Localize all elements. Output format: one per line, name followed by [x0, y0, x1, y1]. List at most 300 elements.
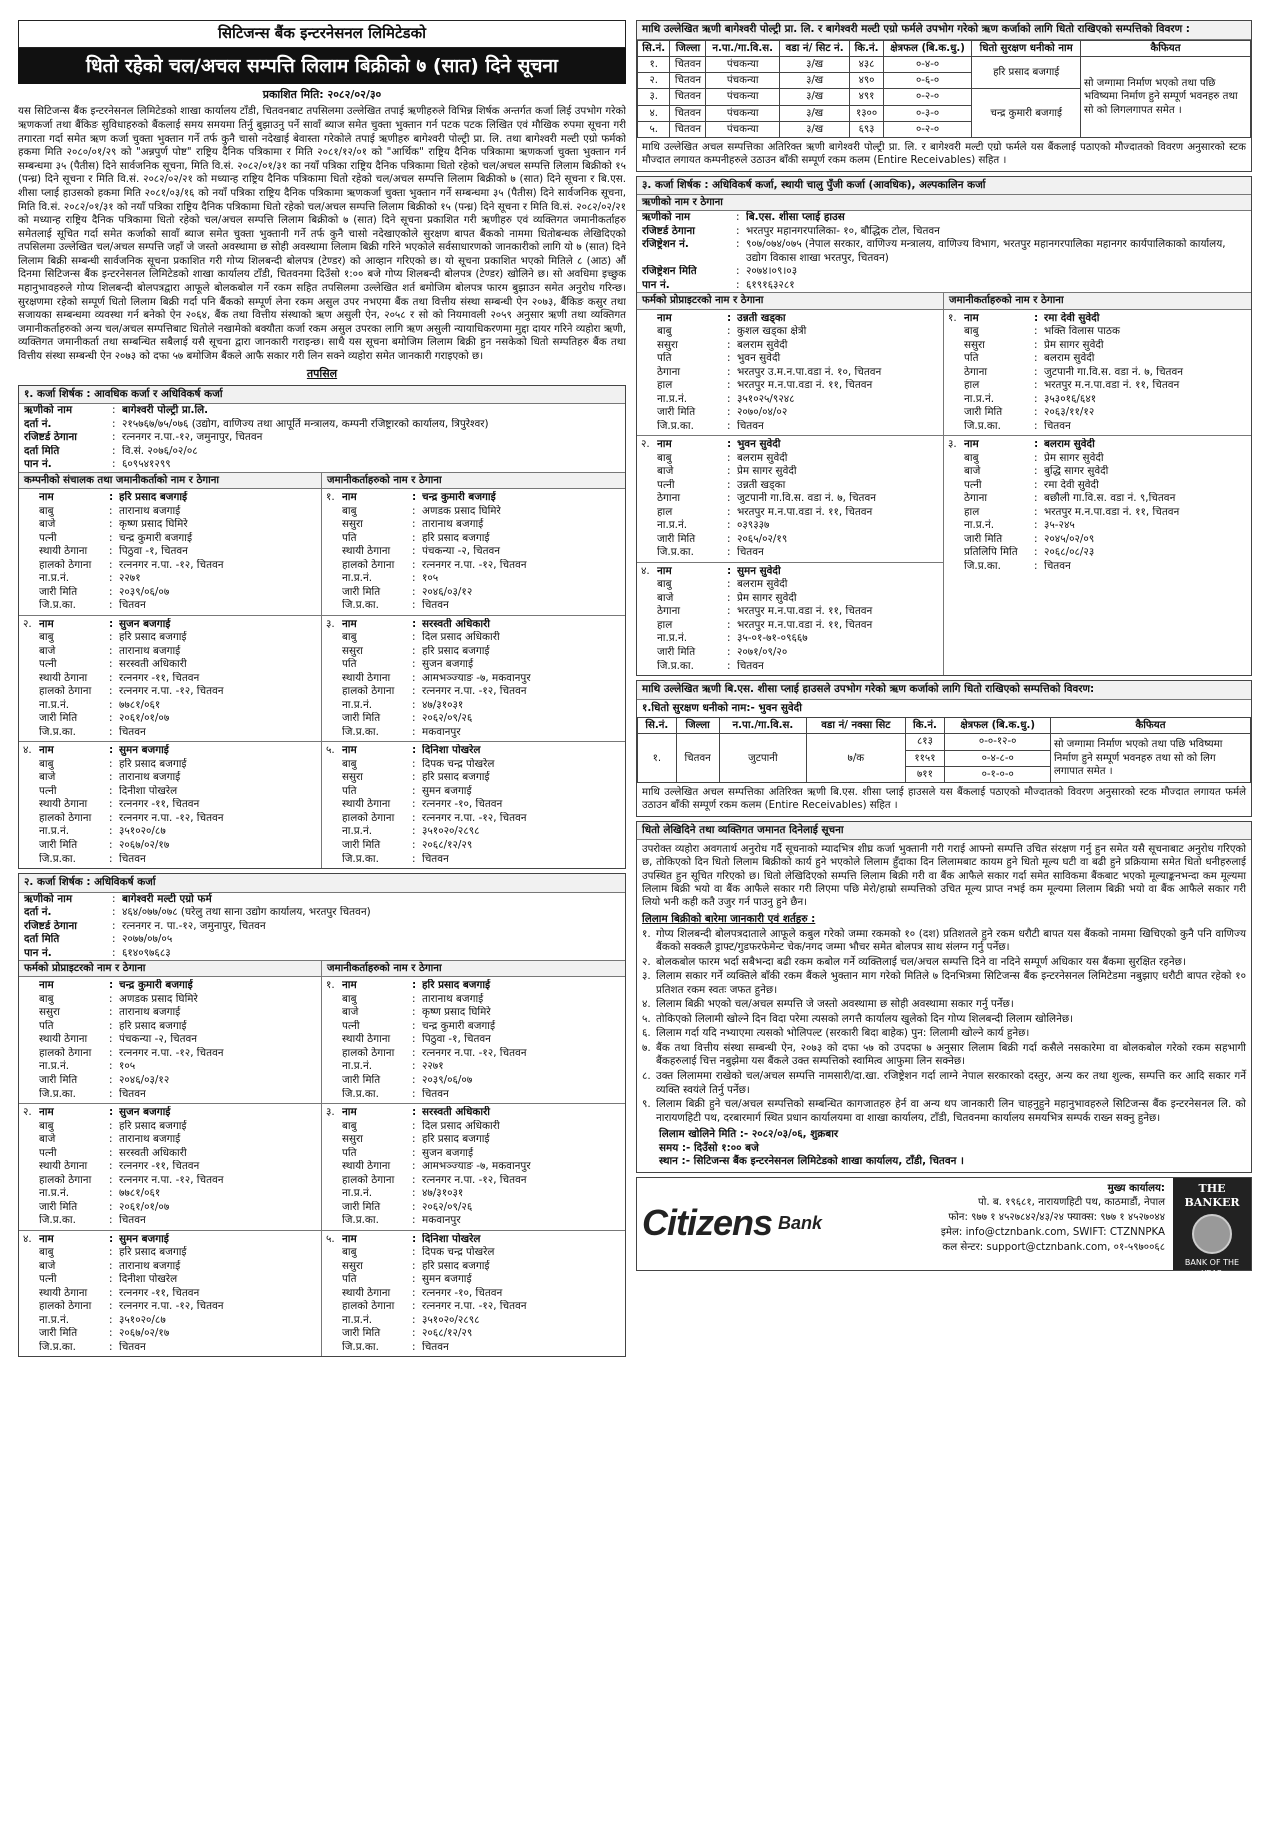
person-field-label: जारी मिति: [39, 1200, 78, 1213]
person-number: [326, 771, 342, 785]
person-block: [637, 436, 943, 563]
person-number: [23, 672, 39, 686]
separator: :: [412, 784, 416, 797]
table-row: [638, 56, 1251, 72]
person-row: [322, 1074, 625, 1088]
condition-text: तोकिएको लिलामी खोल्ने दिन विदा परेमा त्यसको लगत्तै कार्यालय खुलेको दिन गोप्य शिलबन्दी लिलाम खोलिनेछ।: [656, 1012, 1074, 1025]
person-field-value: तारानाथ बजगाई: [119, 1133, 181, 1146]
banker-award-badge: [1173, 1178, 1251, 1288]
person-row: [322, 1341, 625, 1355]
person-row: [19, 1160, 321, 1174]
person-field-label: ससुरा: [657, 338, 678, 351]
person-field-value: बलराम सुवेदी: [737, 338, 788, 351]
person-row: [944, 465, 1251, 479]
person-row: [637, 393, 943, 407]
info-label: दर्ता मिति: [24, 444, 60, 457]
person-row: [322, 839, 625, 853]
person-field-value: रत्ननगर -१०, चितवन: [422, 1286, 503, 1299]
person-number: [326, 1133, 342, 1147]
person-row: [19, 1074, 321, 1088]
separator: :: [412, 811, 416, 824]
table-header: कैफियत: [1081, 40, 1251, 56]
person-field-value: रत्ननगर न.पा. -१२, चितवन: [119, 1046, 224, 1059]
kitta-cell: ८१३: [905, 734, 945, 750]
separator: :: [412, 1232, 417, 1245]
notice-title: धितो रहेको चल/अचल सम्पत्ति लिलाम बिक्रीको ७ (सात) दिने सूचना: [18, 48, 626, 85]
borrower-info-row: [19, 947, 625, 961]
person-row: [19, 744, 321, 758]
table-header: वडा नं/ सिट नं.: [779, 40, 849, 56]
person-field-label: नाम: [342, 1232, 357, 1245]
person-number: [23, 658, 39, 672]
person-field-value: कुशल खड्का क्षेत्री: [737, 325, 807, 338]
table-header: कि.नं.: [905, 718, 945, 734]
person-field-label: बाबु: [342, 757, 357, 770]
separator: :: [727, 465, 731, 478]
separator: :: [412, 1273, 416, 1286]
person-row: [19, 572, 321, 586]
separator: :: [412, 798, 416, 811]
person-number: [326, 599, 342, 613]
person-field-value: हरि प्रसाद बजगाई: [119, 491, 188, 504]
person-row: [322, 631, 625, 645]
published-date: प्रकाशित मिति: २०८२/०२/३०: [262, 88, 382, 102]
person-field-value: तारानाथ बजगाई: [119, 771, 181, 784]
person-row: [944, 533, 1251, 547]
person-field-label: पत्नी: [39, 531, 57, 544]
person-block: [322, 489, 625, 616]
separator: :: [412, 1327, 416, 1340]
person-field-value: ४७/३१०३१: [422, 698, 464, 711]
person-number: [23, 993, 39, 1007]
person-number: [326, 672, 342, 686]
person-field-label: बाबु: [657, 451, 672, 464]
person-field-label: बाबु: [39, 1119, 54, 1132]
person-row: [19, 599, 321, 613]
person-field-label: पति: [342, 531, 357, 544]
person-block: [19, 742, 321, 868]
person-number: ३.: [326, 617, 335, 630]
separator: :: [109, 685, 113, 698]
person-number: १.: [326, 491, 335, 504]
person-field-value: उन्नती खड्का: [737, 478, 786, 491]
person-field-value: सुजन बजगाई: [119, 1106, 171, 1119]
person-field-label: स्थायी ठेगाना: [39, 1160, 88, 1173]
person-field-value: सुमन बजगाई: [119, 744, 169, 757]
table-cell: पंचकन्या: [706, 89, 779, 105]
person-field-value: तारानाथ बजगाई: [119, 504, 181, 517]
separator: :: [727, 392, 731, 405]
person-block: [944, 310, 1251, 437]
property1-table: [637, 40, 1251, 139]
person-row: [19, 726, 321, 740]
person-number: [326, 645, 342, 659]
table-cell: २.: [638, 73, 670, 89]
person-number: [326, 1287, 342, 1301]
person-number: [326, 1300, 342, 1314]
info-value: बागेश्वरी मल्टी एग्रो फर्म: [122, 892, 212, 905]
person-field-value: रत्ननगर न.पा. -१२, चितवन: [119, 1300, 224, 1313]
person-row: [19, 993, 321, 1007]
person-number: [23, 812, 39, 826]
info-value: २०७७/०७/०५: [122, 933, 173, 946]
table-header-row: [638, 718, 1251, 734]
person-number: [23, 1047, 39, 1061]
separator: :: [109, 744, 114, 757]
person-row: [19, 672, 321, 686]
separator: :: [109, 1246, 113, 1259]
person-number: [326, 785, 342, 799]
person-field-value: अणडक प्रसाद घिमिरे: [119, 992, 198, 1005]
table-header: न.पा./गा.वि.स.: [719, 718, 807, 734]
right-people-title: जमानीकर्ताहरुको नाम र ठेगाना: [944, 293, 1251, 309]
person-row: [19, 1260, 321, 1274]
separator: :: [412, 1119, 416, 1132]
person-field-value: रत्ननगर -११, चितवन: [119, 798, 200, 811]
person-number: [948, 325, 964, 339]
person-field-label: जि.प्र.का.: [657, 659, 694, 672]
separator: :: [412, 1313, 416, 1326]
separator: :: [1034, 406, 1038, 419]
person-field-value: रत्ननगर न.पा. -१२, चितवन: [422, 1046, 527, 1059]
person-number: [326, 993, 342, 1007]
person-number: [641, 646, 657, 660]
person-number: [23, 853, 39, 867]
person-field-label: नाम: [964, 311, 979, 324]
separator: :: [727, 492, 731, 505]
person-field-value: आमभञ्ज्याङ -७, मकवानपुर: [422, 671, 531, 684]
person-row: [19, 505, 321, 519]
person-number: [641, 546, 657, 560]
office-address: पो. ब. १९६८१, नारायणहिटी पथ, काठमाडौं, नेपाल: [977, 1197, 1165, 1209]
person-field-label: पत्नी: [39, 784, 57, 797]
person-row: [637, 420, 943, 434]
person-row: [322, 518, 625, 532]
table-cell: पंचकन्या: [706, 121, 779, 137]
person-row: [944, 546, 1251, 560]
person-field-value: रत्ननगर न.पा. -१२, चितवन: [422, 558, 527, 571]
person-field-value: चन्द्र कुमारी बजगाई: [422, 491, 496, 504]
person-row: [19, 1327, 321, 1341]
table-cell: ०-३-०: [883, 105, 972, 121]
info-value: २०७४।०९।०३: [746, 265, 798, 278]
separator: :: [412, 1246, 416, 1259]
person-field-label: पत्नी: [39, 1273, 57, 1286]
separator: :: [112, 892, 116, 905]
person-number: [23, 518, 39, 532]
person-field-label: पत्नी: [964, 478, 982, 491]
separator: :: [1034, 532, 1038, 545]
separator: :: [727, 546, 731, 559]
borrower-info-row: [637, 265, 1251, 279]
person-field-value: २०६५/०२/१९: [737, 532, 788, 545]
condition-text: बोलकबोल फारम भर्दा सबैभन्दा बढी रकम कबोल गर्ने व्यक्तिलाई चल/अचल सम्पत्ति दिने वा नदिने सम्पूर्ण अधिकार यस बैंकमा सुरक्षित रहनेछ।: [656, 955, 1186, 968]
person-field-value: रत्ननगर न.पा. -१२, चितवन: [119, 1173, 224, 1186]
person-field-label: नाम: [657, 564, 672, 577]
person-field-value: २२७१: [422, 1060, 444, 1073]
person-field-value: ३५१०२०/२८९८: [422, 1313, 480, 1326]
person-number: [326, 559, 342, 573]
person-row: [637, 479, 943, 493]
right-column: [636, 20, 1252, 1810]
left-people: [19, 473, 322, 868]
person-field-label: नाम: [342, 744, 357, 757]
separator: :: [1034, 392, 1038, 405]
person-field-label: ना.प्र.नं.: [657, 632, 688, 645]
person-number: [23, 1033, 39, 1047]
person-field-value: हरि प्रसाद बजगाई: [422, 979, 491, 992]
person-number: [23, 572, 39, 586]
person-row: [19, 1233, 321, 1247]
separator: :: [109, 811, 113, 824]
person-field-label: हालको ठेगाना: [39, 811, 92, 824]
property2-note: माथि उल्लेखित अचल सम्पत्तिका अतिरिक्त ऋणी बि.एस. शीसा प्लाई हाउसले यस बैंकलाई पठाएको मौज्दातको विवरण अनुसारको स्टक मौज्दात लगायत फर्मले उठाउन बाँकी सम्पूर्ण रकम कलम (Entire Receivables) सहित ।: [642, 787, 1246, 812]
person-row: [19, 658, 321, 672]
person-number: [948, 546, 964, 560]
separator: :: [736, 224, 740, 237]
person-field-label: जि.प्र.का.: [342, 1340, 379, 1353]
table-cell: १.: [638, 56, 670, 72]
table-header: जिल्ला: [676, 718, 719, 734]
person-row: [322, 798, 625, 812]
person-field-value: सुजन बजगाई: [119, 617, 171, 630]
person-field-label: पति: [657, 352, 672, 365]
person-field-value: सुमन बजगाई: [119, 1232, 169, 1245]
person-row: [19, 1047, 321, 1061]
condition-number: ३.: [642, 970, 651, 983]
person-field-value: हरि प्रसाद बजगाई: [119, 1119, 187, 1132]
person-field-label: बाबु: [39, 757, 54, 770]
person-field-label: ना.प्र.नं.: [342, 698, 373, 711]
person-field-value: ३५१०२०/८७: [119, 1313, 166, 1326]
person-field-value: चितवन: [422, 1087, 449, 1100]
condition-text: बैंक तथा वित्तीय संस्था सम्बन्धी ऐन, २०७३ को दफा ५७ को उपदफा ७ अनुसार लिलाम बिक्री गर्दा कसैले नसकारेमा वा बोलकबोल गरेको रकम सहभागी बैंकहरुलाई चित्त नबुझेमा यस बैंकले उक्त सम्पत्तिको स्वामित्व आफुमा लिन सक्नेछ।: [656, 1041, 1246, 1068]
info-label: ऋणीको नाम: [642, 211, 691, 224]
separator: :: [109, 599, 113, 612]
table-cell: ३.: [638, 89, 670, 105]
info-value: ६१९१६३२८१: [746, 278, 795, 291]
separator: :: [727, 578, 731, 591]
person-number: [23, 758, 39, 772]
person-block: [637, 563, 943, 675]
person-field-value: रमा देवी सुवेदी: [1044, 478, 1099, 491]
person-field-label: ठेगाना: [964, 492, 988, 505]
property2-title: माथि उल्लेखित ऋणी बि.एस. शीसा प्लाई हाउसले उपभोग गरेको ऋण कर्जाको लागि धितो राखिएको सम्पत्तिको विवरण:: [637, 681, 1251, 700]
person-field-label: ना.प्र.नं.: [342, 825, 373, 838]
person-row: [19, 1314, 321, 1328]
person-field-label: हाल: [964, 379, 980, 392]
person-field-value: दिपक चन्द्र पोखरेल: [422, 1246, 495, 1259]
info-value: बागेश्वरी पोल्ट्री प्रा.लि.: [122, 404, 209, 417]
condition-item: [642, 1098, 1246, 1125]
person-number: २.: [23, 617, 32, 630]
person-field-label: पत्नी: [342, 1019, 360, 1032]
separator: :: [109, 545, 113, 558]
separator: :: [412, 1033, 416, 1046]
person-row: [19, 1174, 321, 1188]
separator: :: [109, 1060, 113, 1073]
person-row: [322, 699, 625, 713]
person-row: [322, 1033, 625, 1047]
person-field-value: पिठुवा -१, चितवन: [119, 545, 188, 558]
separator: :: [412, 1146, 416, 1159]
person-number: [23, 1260, 39, 1274]
person-number: [326, 758, 342, 772]
table-header: वडा नं/ नक्सा सिट: [807, 718, 905, 734]
person-field-value: चन्द्र कुमारी बजगाई: [119, 531, 193, 544]
person-number: [326, 1214, 342, 1228]
table-cell: ४.: [638, 105, 670, 121]
borrower-info-row: [19, 418, 625, 432]
person-field-label: स्थायी ठेगाना: [39, 798, 88, 811]
separator: :: [727, 406, 731, 419]
person-field-label: बाबु: [342, 631, 357, 644]
person-field-value: तारानाथ बजगाई: [119, 644, 181, 657]
right-people-title: जमानीकर्ताहरुको नाम र ठेगाना: [322, 961, 625, 977]
person-field-label: नाम: [342, 979, 357, 992]
person-row: [19, 1187, 321, 1201]
table-cell: चितवन: [670, 56, 706, 72]
separator: :: [412, 617, 417, 630]
person-number: [23, 1214, 39, 1228]
separator: :: [109, 518, 113, 531]
separator: :: [1034, 546, 1038, 559]
person-number: [326, 631, 342, 645]
separator: :: [412, 1340, 416, 1353]
person-row: [944, 406, 1251, 420]
table-cell: ०-४-०: [883, 56, 972, 72]
separator: :: [727, 564, 732, 577]
person-number: [23, 1246, 39, 1260]
person-field-label: प्रतिलिपि मिति: [964, 546, 1018, 559]
separator: :: [109, 658, 113, 671]
remark-cell: सो जग्गामा निर्माण भएको तथा पछि भविष्यमा निर्माण हुने सम्पूर्ण भवनहरु तथा सो को लिगलगापत समेत ।: [1081, 56, 1251, 137]
person-number: [23, 771, 39, 785]
person-number: [326, 1074, 342, 1088]
person-row: [944, 366, 1251, 380]
area-cell: ०-१-०-०: [945, 766, 1051, 782]
person-field-label: जारी मिति: [657, 532, 696, 545]
separator: :: [412, 839, 416, 851]
person-field-label: जारी मिति: [342, 585, 381, 598]
separator: :: [109, 771, 113, 784]
person-row: [322, 1174, 625, 1188]
person-field-value: सुजन बजगाई: [422, 658, 474, 671]
person-field-label: स्थायी ठेगाना: [39, 1033, 88, 1046]
person-field-value: सरस्वती अधिकारी: [119, 658, 187, 671]
condition-item: [642, 928, 1246, 955]
person-field-value: २०६१/०१/०७: [119, 1200, 170, 1213]
separator: :: [412, 979, 417, 992]
person-row: [944, 492, 1251, 506]
info-value: २१५७६७/७५/०७६ (उद्योग, वाणिज्य तथा आपूर्ति मन्त्रालय, कम्पनी रजिष्ट्रारको कार्यालय, त्रिपुरेश्वर): [122, 417, 489, 430]
table-header: न.पा./गा.वि.स.: [706, 40, 779, 56]
person-row: [637, 312, 943, 326]
person-row: [322, 1287, 625, 1301]
person-row: [322, 853, 625, 867]
person-field-value: भक्ति विलास पाठक: [1044, 325, 1120, 338]
condition-text: लिलाम गर्दा यदि नभ्याएमा त्यसको भोलिपल्ट (सरकारी बिदा बाहेक) पुन: लिलामी खोल्ने कार्य हुनेछ।: [656, 1027, 1030, 1040]
person-row: [637, 438, 943, 452]
person-field-value: ४७/३१०३१: [422, 1187, 464, 1200]
person-block: [19, 977, 321, 1104]
person-number: [641, 533, 657, 547]
loan-section-1: [18, 385, 626, 869]
separator: :: [412, 558, 416, 571]
person-field-label: ना.प्र.नं.: [342, 572, 373, 585]
person-field-value: ३५१०२५/९२४८: [737, 392, 795, 405]
person-field-value: पंचकन्या -२, चितवन: [119, 1033, 198, 1046]
person-field-value: ३५१०२०/२८९८: [422, 825, 480, 838]
table-cell: ४३८: [850, 56, 883, 72]
table-header: धितो सुरक्षण धनीको नाम: [972, 40, 1081, 56]
separator: :: [109, 1033, 113, 1046]
person-row: [322, 726, 625, 740]
person-row: [637, 632, 943, 646]
info-value: ६१४०९७६८३: [122, 946, 171, 959]
person-field-value: ७७८१/०६१: [119, 698, 161, 711]
person-row: [19, 712, 321, 726]
person-field-value: चितवन: [1044, 559, 1071, 572]
borrower-info-row: [637, 225, 1251, 239]
person-field-label: जारी मिति: [657, 646, 696, 658]
person-number: [948, 492, 964, 506]
separator: :: [412, 1046, 416, 1059]
person-row: [19, 545, 321, 559]
person-field-value: चितवन: [737, 546, 764, 559]
person-field-label: बाबु: [342, 504, 357, 517]
person-field-value: चन्द्र कुमारी बजगाई: [119, 979, 193, 992]
person-field-label: जि.प्र.का.: [39, 852, 76, 865]
person-field-label: बाजे: [39, 644, 56, 657]
person-field-value: २०४६/०३/१२: [422, 585, 473, 598]
person-number: [23, 586, 39, 600]
separator: :: [109, 531, 113, 544]
award-year: 2024: [1201, 1278, 1223, 1288]
separator: :: [736, 211, 740, 224]
person-field-label: ना.प्र.नं.: [964, 392, 995, 405]
person-row: [19, 979, 321, 993]
person-field-value: हरि प्रसाद बजगाई: [422, 531, 490, 544]
person-field-label: पत्नी: [39, 658, 57, 671]
person-number: [948, 452, 964, 466]
separator: :: [412, 658, 416, 671]
separator: :: [109, 1200, 113, 1213]
office-phone: फोन: ९७७ १ ४५२७८४२/४३/२४ फ्याक्स: ९७७ १ ४५२७०४४: [948, 1212, 1165, 1224]
person-field-value: प्रेम सागर सुवेदी: [737, 591, 797, 604]
person-number: [326, 1060, 342, 1074]
person-row: [19, 1201, 321, 1215]
condition-item: [642, 1042, 1246, 1069]
tapsil-heading: तपसिल: [306, 367, 338, 381]
person-field-value: चितवन: [422, 1340, 449, 1353]
person-field-value: चितवन: [119, 599, 146, 612]
person-field-label: बाबु: [39, 992, 54, 1005]
person-row: [322, 812, 625, 826]
loan2-title: २. कर्जा शिर्षक : अधिविकर्ष कर्जा: [19, 874, 625, 893]
person-row: [637, 366, 943, 380]
person-number: [23, 1020, 39, 1034]
info-label: दर्ता नं.: [24, 906, 52, 919]
person-field-value: २०७०/०४/०२: [737, 406, 788, 419]
person-row: [322, 825, 625, 839]
person-field-label: हालको ठेगाना: [39, 558, 92, 571]
info-label: दर्ता मिति: [24, 933, 60, 946]
person-field-value: ०३९३३७: [737, 519, 770, 532]
person-field-label: जारी मिति: [39, 585, 78, 598]
person-number: [23, 505, 39, 519]
person-row: [322, 599, 625, 613]
